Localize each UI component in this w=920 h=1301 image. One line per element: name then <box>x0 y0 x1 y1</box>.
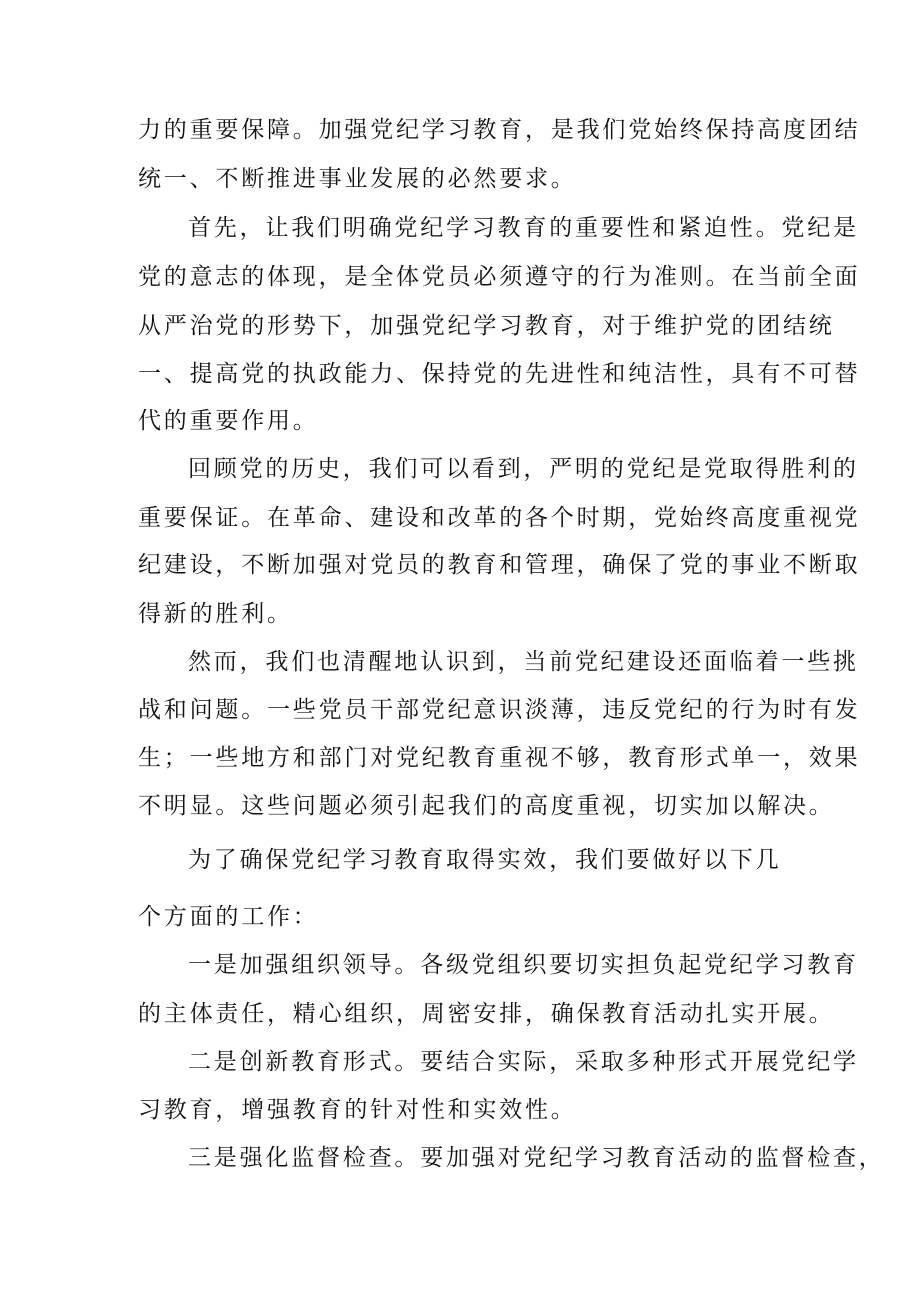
text-line: 的主体责任，精心组织，周密安排，确保教育活动扎实开展。 <box>138 1001 835 1027</box>
text-line: 不明显。这些问题必须引起我们的高度重视，切实加以解决。 <box>138 793 835 819</box>
text-line: 重要保证。在革命、建设和改革的各个时期，党始终高度重视党 <box>138 505 861 531</box>
text-line: 统一、不断推进事业发展的必然要求。 <box>138 166 577 192</box>
text-line: 一、提高党的执政能力、保持党的先进性和纯洁性，具有不可替 <box>138 361 861 387</box>
text-line: 回顾党的历史，我们可以看到，严明的党纪是党取得胜利的 <box>188 456 859 482</box>
text-line: 三是强化监督检查。要加强对党纪学习教育活动的监督检查， <box>188 1145 885 1171</box>
text-line: 从严治党的形势下，加强党纪学习教育，对于维护党的团结统 <box>138 313 835 339</box>
text-line: 力的重要保障。加强党纪学习教育，是我们党始终保持高度团结 <box>138 117 861 143</box>
text-line: 然而，我们也清醒地认识到，当前党纪建设还面临着一些挑 <box>188 649 859 675</box>
text-line: 党的意志的体现，是全体党员必须遵守的行为准则。在当前全面 <box>138 264 861 290</box>
text-line: 战和问题。一些党员干部党纪意识淡薄，违反党纪的行为时有发 <box>138 697 861 723</box>
text-line: 代的重要作用。 <box>138 408 319 434</box>
text-line: 纪建设，不断加强对党员的教育和管理，确保了党的事业不断取 <box>138 552 861 578</box>
text-line: 习教育，增强教育的针对性和实效性。 <box>138 1097 577 1123</box>
text-line: 生；一些地方和部门对党纪教育重视不够，教育形式单一，效果 <box>138 745 861 771</box>
text-line: 个方面的工作： <box>138 904 319 930</box>
text-line: 得新的胜利。 <box>138 601 293 627</box>
text-line: 一是加强组织领导。各级党组织要切实担负起党纪学习教育 <box>188 952 859 978</box>
text-line: 为了确保党纪学习教育取得实效，我们要做好以下几 <box>188 847 782 873</box>
text-line: 首先，让我们明确党纪学习教育的重要性和紧迫性。党纪是 <box>188 215 859 241</box>
text-line: 二是创新教育形式。要结合实际，采取多种形式开展党纪学 <box>188 1049 859 1075</box>
